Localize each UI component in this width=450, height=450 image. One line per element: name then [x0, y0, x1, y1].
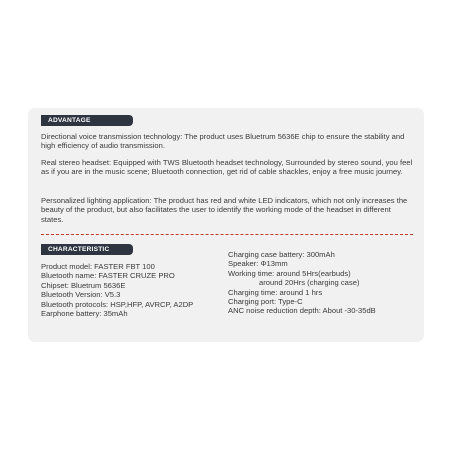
section-divider: [41, 234, 413, 235]
spec-card: [28, 108, 424, 342]
advantage-paragraph: Personalized lighting application: The product has red and white LED indicators, which not only increases the beauty of the product, but also facilitates the user to identify the working mode of the headset in different states.: [41, 196, 408, 224]
spec-item: Charging port: Type-C: [228, 297, 303, 307]
spec-item: Product model: FASTER FBT 100: [41, 262, 155, 271]
spec-list-left: [41, 262, 226, 318]
spec-list-right: [228, 250, 418, 316]
advantage-paragraph: Real stereo headset: Equipped with TWS Bluetooth headset technology, Surrounded by stereo sound, you feel as if you are in the music scene; Bluetooth connection, get rid of cable shackles, enjoy a free music journey.: [41, 158, 413, 177]
characteristic-heading: CHARACTERISTIC: [41, 244, 133, 255]
spec-item: around 20Hrs (charging case): [259, 278, 360, 288]
spec-item: Speaker: Φ13mm: [228, 259, 288, 269]
spec-item: Chipset: Bluetrum 5636E: [41, 280, 126, 290]
spec-item: Bluetooth protocols: HSP,HFP, AVRCP, A2DP: [41, 299, 194, 309]
spec-item: Earphone battery: 35mAh: [41, 309, 128, 319]
spec-item: Charging time: around 1 hrs: [228, 287, 323, 297]
spec-item: Bluetooth Version: V5.3: [41, 290, 121, 300]
spec-item: ANC noise reduction depth: About -30-35dB: [228, 306, 376, 316]
spec-item: Bluetooth name: FASTER CRUZE PRO: [41, 271, 175, 281]
spec-item: Working time: around 5Hrs(earbuds): [228, 268, 351, 278]
advantage-heading: ADVANTAGE: [41, 115, 133, 126]
advantage-paragraph: Directional voice transmission technology: The product uses Bluetrum 5636E chip to ensure the stability and high efficiency of audio transmission.: [41, 132, 405, 151]
spec-item: Charging case battery: 300mAh: [228, 250, 335, 259]
